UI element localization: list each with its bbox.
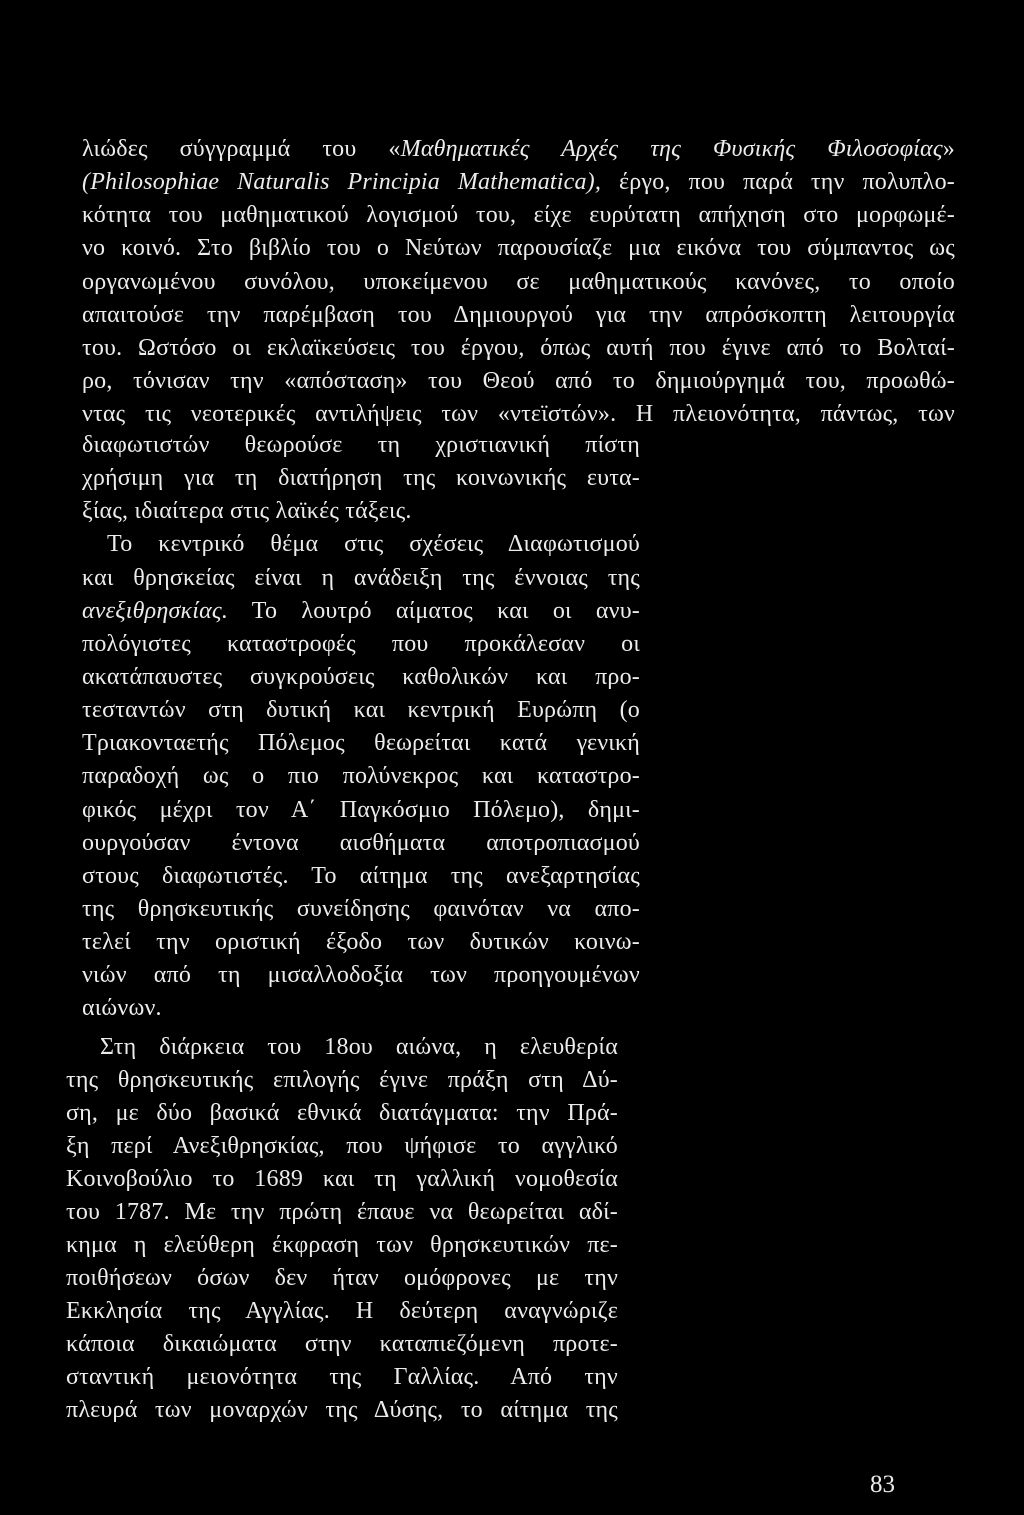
text-segment: » — [942, 136, 955, 162]
latin-title-italic: (Philosophiae Naturalis Principia Mathematica), — [82, 169, 602, 196]
term-italic: ανεξιθρησκίας. — [82, 597, 229, 624]
text-line: φικός μέχρι τον Α΄ Παγκόσμιο Πόλεμο), δημι- — [82, 796, 640, 823]
text-line: τελεί την οριστική έξοδο των δυτικών κοινω- — [82, 929, 640, 956]
text-column-lower — [66, 1031, 618, 1427]
text-line: αιώνων. — [82, 995, 162, 1022]
text-line: οργανωμένου συνόλου, υποκείμενου σε μαθηματικούς κανόνες, το οποίο — [82, 268, 955, 295]
text-line: νιών από τη μισαλλοδοξία των προηγουμένων — [82, 962, 640, 989]
text-line: της θρησκευτικής επιλογής έγινε πράξη στη Δύ- — [66, 1067, 618, 1093]
text-line: και θρησκείας είναι η ανάδειξη της έννοιας της — [82, 564, 640, 591]
text-column-wide — [82, 133, 955, 431]
text-line: τεσταντών στη δυτική και κεντρική Ευρώπη (ο — [82, 697, 640, 724]
text-line: κάποια δικαιώματα στην καταπιεζόμενη προτε- — [66, 1331, 618, 1357]
text-segment: λιώδες σύγγραμμά του « — [82, 136, 401, 162]
text-line — [82, 166, 955, 199]
text-line: ποιθήσεων όσων δεν ήταν ομόφρονες με την — [66, 1265, 618, 1291]
text-line: στους διαφωτιστές. Το αίτημα της ανεξαρτησίας — [82, 862, 640, 889]
text-line: διαφωτιστών θεωρούσε τη χριστιανική πίστη — [82, 432, 640, 458]
text-line: κότητα του μαθηματικού λογισμού του, είχε ευρύτατη απήχηση στο μορφωμέ- — [82, 202, 955, 229]
text-line: πολόγιστες καταστροφές που προκάλεσαν οι — [82, 630, 640, 657]
text-line: παραδοχή ως ο πιο πολύνεκρος και καταστρο- — [82, 763, 640, 790]
text-line — [82, 595, 640, 628]
text-line: νο κοινό. Στο βιβλίο του ο Νεύτων παρουσίαζε μια εικόνα του σύμπαντος ως — [82, 235, 955, 262]
text-segment: έργο, που παρά την πολυπλο- — [601, 169, 955, 196]
text-line: ση, με δύο βασικά εθνικά διατάγματα: την Πρά- — [66, 1100, 618, 1126]
text-column-narrow — [82, 429, 640, 1026]
paragraph-start-line: Στη διάρκεια του 18ου αιώνα, η ελευθερία — [100, 1034, 618, 1060]
text-line: του. Ωστόσο οι εκλαϊκεύσεις του έργου, όπως αυτή που έγινε από το Βολταί- — [82, 334, 955, 361]
text-line: Κοινοβούλιο το 1689 και τη γαλλική νομοθεσία — [66, 1166, 618, 1192]
text-line: Εκκλησία της Αγγλίας. Η δεύτερη αναγνώριζε — [66, 1298, 618, 1324]
text-line: ουργούσαν έντονα αισθήματα αποτροπιασμού — [82, 829, 640, 856]
text-line: του 1787. Με την πρώτη έπαυε να θεωρείται αδί- — [66, 1199, 618, 1225]
text-line: πλευρά των μοναρχών της Δύσης, το αίτημα της — [66, 1397, 618, 1423]
text-line: ξίας, ιδιαίτερα στις λαϊκές τάξεις. — [82, 498, 412, 525]
text-segment: Το λουτρό αίματος και οι ανυ- — [228, 597, 640, 624]
text-line: της θρησκευτικής συνείδησης φαινόταν να απο- — [82, 895, 640, 922]
text-line: ακατάπαυστες συγκρούσεις καθολικών και προ- — [82, 663, 640, 690]
paragraph-start-line: Το κεντρικό θέμα στις σχέσεις Διαφωτισμού — [107, 531, 640, 558]
text-line: ρο, τόνισαν την «απόσταση» του Θεού από το δημιούργημά του, προωθώ- — [82, 367, 955, 394]
book-title-italic: Μαθηματικές Αρχές της Φυσικής Φιλοσοφίας — [400, 136, 943, 162]
text-line — [82, 133, 955, 166]
text-line: σταντική μειονότητα της Γαλλίας. Από την — [66, 1364, 618, 1390]
text-line: ξη περί Ανεξιθρησκίας, που ψήφισε το αγγλικό — [66, 1133, 618, 1159]
text-line: κημα η ελεύθερη έκφραση των θρησκευτικών πε- — [66, 1232, 618, 1258]
page-number: 83 — [870, 1471, 895, 1498]
text-line: ντας τις νεοτερικές αντιλήψεις των «ντεϊστών». Η πλειονότητα, πάντως, των — [82, 401, 955, 428]
text-line: απαιτούσε την παρέμβαση του Δημιουργού για την απρόσκοπτη λειτουργία — [82, 301, 955, 328]
text-line: Τριακονταετής Πόλεμος θεωρείται κατά γενική — [82, 730, 640, 757]
text-line: χρήσιμη για τη διατήρηση της κοινωνικής ευτα- — [82, 465, 640, 492]
